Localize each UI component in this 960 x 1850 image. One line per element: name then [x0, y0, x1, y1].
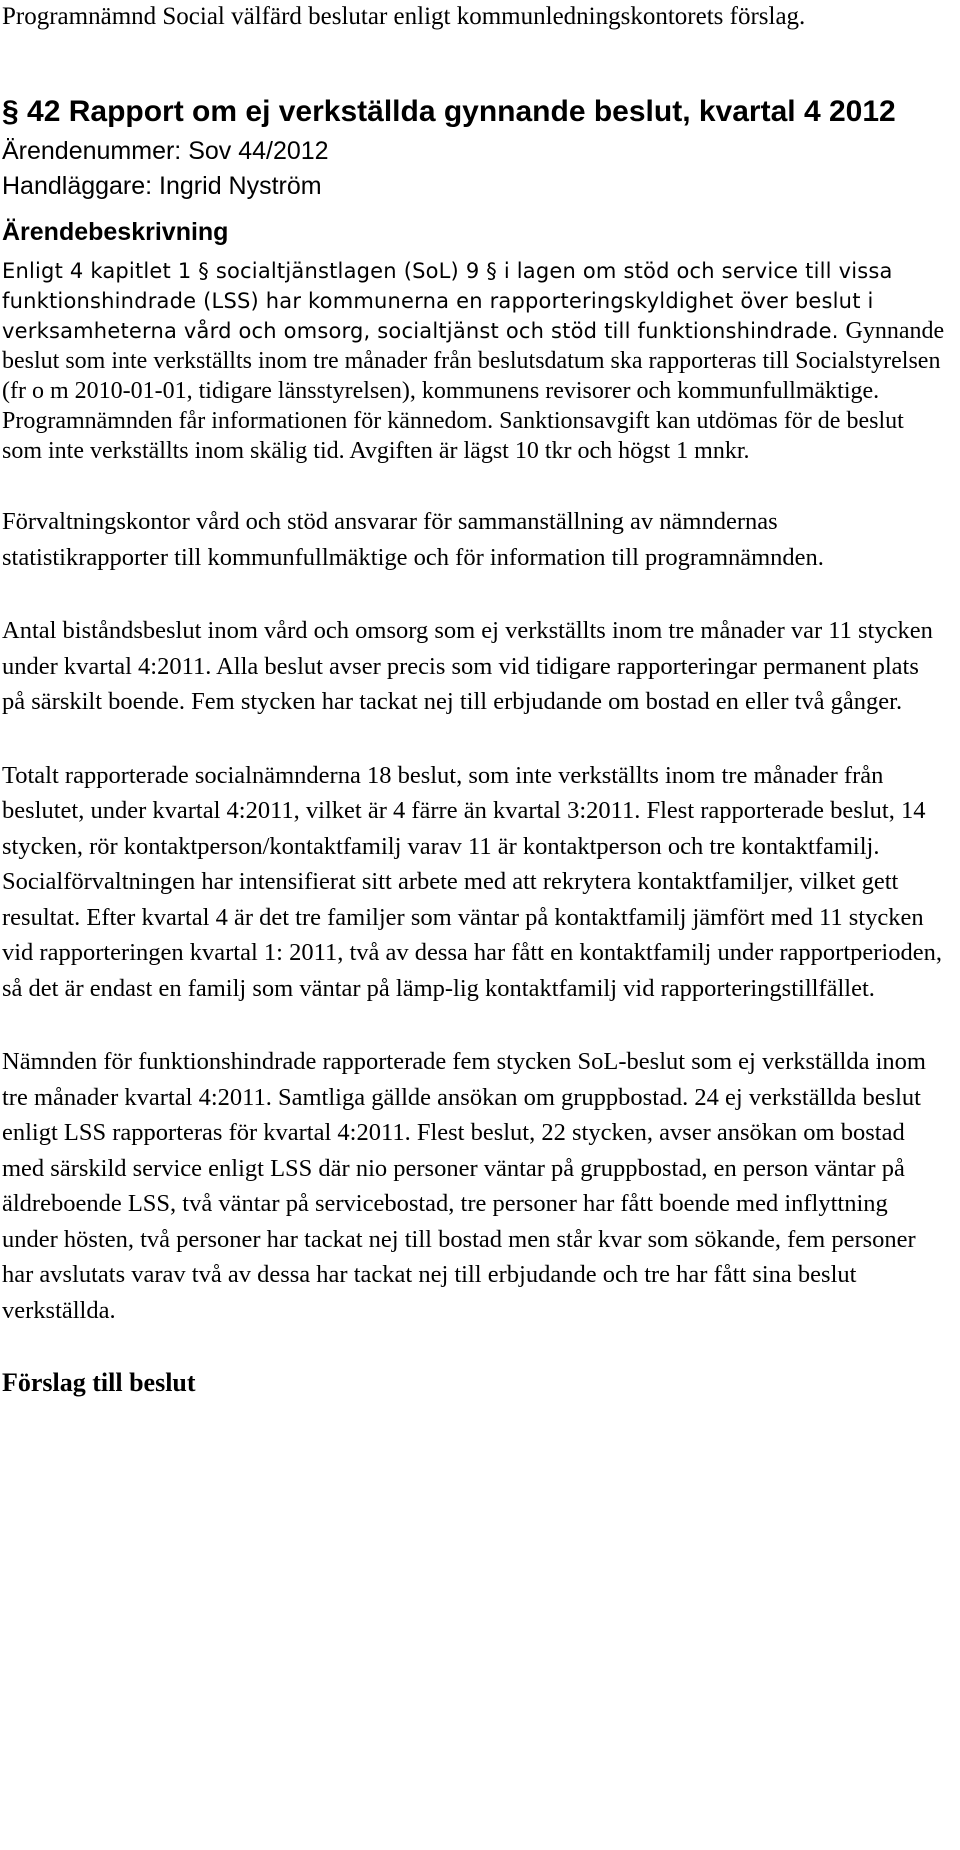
paragraph-social-committees: Totalt rapporterade socialnämnderna 18 beslut, som inte verkställts inom tre månader från beslutet, under kvartal 4:2011, vilket är 4 färre än kvartal 3:2011. Flest rapporterade beslut, 14 stycken, rör kontaktperson/kontaktfamilj varav 11 är kontaktperson och tre kontaktfamilj. Socialförvaltningen har intensifierat sitt arbete med att rekrytera kontaktfamiljer, vilket gett resultat. Efter kvartal 4 är det tre familjer som väntar på kontaktfamilj jämfört med 11 stycken vid rapporteringen kvartal 1: 2011, två av dessa har fått en kontaktfamilj under rapportperioden, så det är endast en familj som väntar på lämp-lig kontaktfamilj vid rapporteringstillfället. [2, 761, 942, 1002]
case-metadata [2, 134, 948, 204]
description-heading: Ärendebeskrivning [2, 218, 229, 246]
proposal-heading: Förslag till beslut [2, 1368, 196, 1397]
paragraph-legal-basis-sans: Enligt 4 kapitlet 1 § socialtjänstlagen (SoL) 9 § i lagen om stöd och service till vissa funktionshindrade (LSS) har kommunerna en rapporteringskyldighet över beslut i verksamheterna vård och omsorg, socialtjänst och stöd till funktionshindrade. [2, 259, 893, 343]
paragraph-responsibility: Förvaltningskontor vård och stöd ansvarar för sammanställning av nämndernas statistikrapporter till kommunfullmäktige och för information till programnämnden. [2, 508, 824, 571]
case-number: Ärendenummer: Sov 44/2012 [2, 137, 329, 165]
section-heading: § 42 Rapport om ej verkställda gynnande beslut, kvartal 4 2012 [2, 95, 896, 128]
paragraph-disability-committee: Nämnden för funktionshindrade rapporterade fem stycken SoL-beslut som ej verkställda inom tre månader kvartal 4:2011. Samtliga gällde ansökan om gruppbostad. 24 ej verkställda beslut enligt LSS rapporteras för kvartal 4:2011. Flest beslut, 22 stycken, avser ansökan om bostad med särskild service enligt LSS där nio personer väntar på gruppbostad, en person väntar på äldreboende LSS, två väntar på servicebostad, tre personer har fått boende med inflyttning under hösten, två personer har tackat nej till bostad men står kvar som sökande, fem personer har avslutats varav två av dessa har tackat nej till erbjudande och tre har fått sina beslut verkställda. [2, 1048, 926, 1324]
case-handler: Handläggare: Ingrid Nyström [2, 172, 322, 200]
paragraph-legal-basis [2, 256, 948, 466]
intro-text: Programnämnd Social välfärd beslutar enligt kommunledningskontorets förslag. [2, 3, 806, 30]
paragraph-care-decisions: Antal biståndsbeslut inom vård och omsorg som ej verkställts inom tre månader var 11 stycken under kvartal 4:2011. Alla beslut avser precis som vid tidigare rapporteringar permanent plats på särskilt boende. Fem stycken har tackat nej till erbjudande om bostad en eller två gånger. [2, 617, 933, 715]
paragraph-legal-basis-serif: Gynnande beslut som inte verkställts inom tre månader från beslutsdatum ska rapporteras till Socialstyrelsen (fr o m 2010-01-01, tidigare länsstyrelsen), kommunens revisorer och kommunfullmäktige. Programnämnden får informationen för kännedom. Sanktionsavgift kan utdömas för de beslut som inte verkställts inom skälig tid. Avgiften är lägst 10 tkr och högst 1 mnkr. [2, 318, 945, 464]
